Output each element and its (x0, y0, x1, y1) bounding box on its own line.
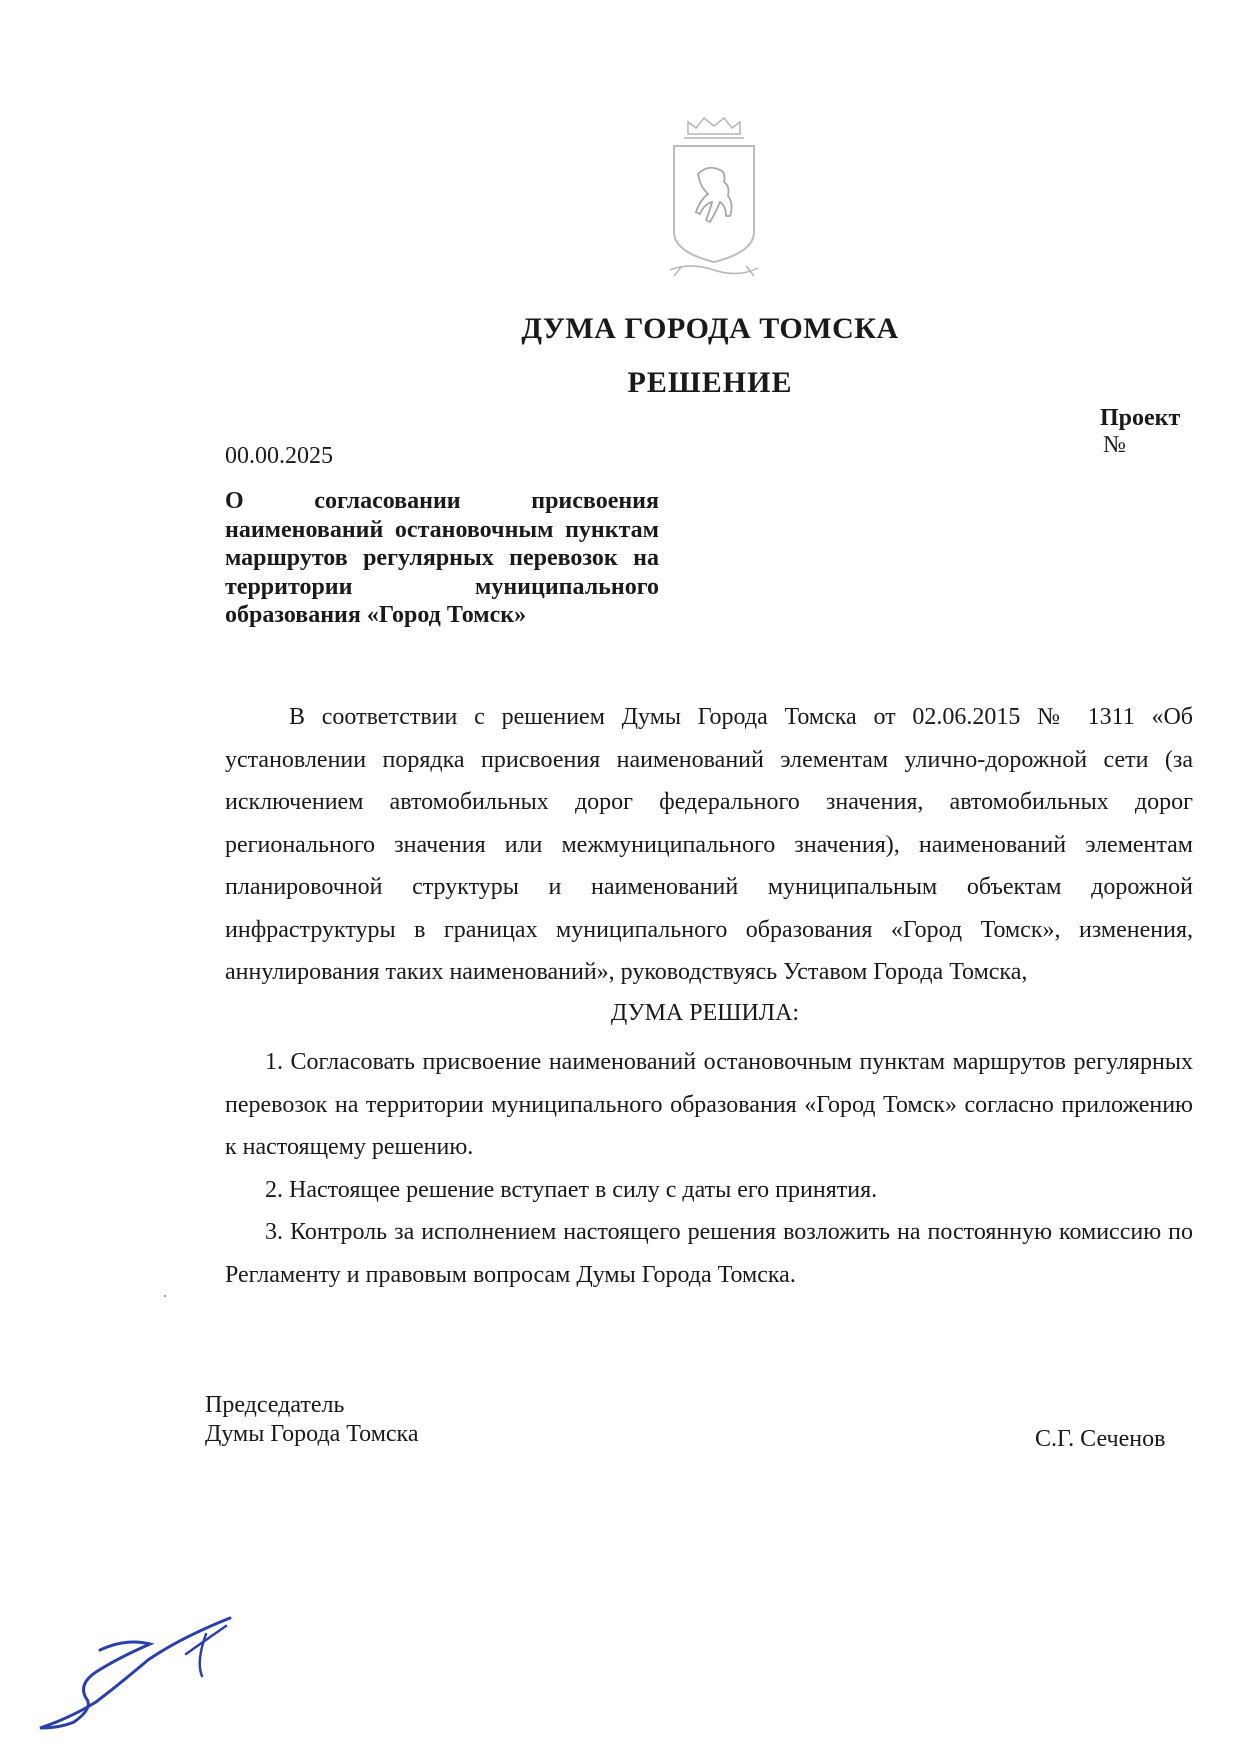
resolved-heading: ДУМА РЕШИЛА: (610, 1000, 800, 1026)
organization-title: ДУМА ГОРОДА ТОМСКА (521, 312, 899, 345)
document-type-title: РЕШЕНИЕ (627, 366, 793, 399)
decision-item-1: 1. Согласовать присвоение наименований остановочным пунктам маршрутов регулярных перевозок на территории муниципального образования «Город Томск» согласно приложению к настоящему решению. (225, 1049, 1193, 1160)
project-label: Проект (1100, 405, 1181, 431)
document-subject: О согласовании присвоения наименований остановочным пунктам маршрутов регулярных перевозок на территории муниципального образования «Город Томск» (225, 488, 659, 628)
signatory-title-line-2: Думы Города Томска (205, 1421, 419, 1447)
signatory-title-line-1: Председатель (205, 1392, 345, 1418)
signatory-title (205, 1391, 419, 1449)
coat-of-arms-icon (660, 112, 768, 282)
preamble-block (225, 696, 1193, 994)
handwritten-signature-icon (30, 1610, 240, 1730)
preamble-paragraph: В соответствии с решением Думы Города Томска от 02.06.2015 № 1311 «Об установлении порядка присвоения наименований элементам улично-дорожной сети (за исключением автомобильных дорог федерального значения, автомобильных дорог регионального значения или межмуниципального значения), наименований элементам планировочной структуры и наименований муниципальным объектам дорожной инфраструктуры в границах муниципального образования «Город Томск», изменения, аннулирования таких наименований», руководствуясь Уставом Города Томска, (225, 704, 1193, 985)
signatory-name: С.Г. Сеченов (1035, 1426, 1166, 1452)
document-date: 00.00.2025 (225, 443, 333, 469)
scan-speck (164, 1295, 166, 1297)
decision-item-2: 2. Настоящее решение вступает в силу с даты его принятия. (265, 1176, 878, 1203)
decision-item-3: 3. Контроль за исполнением настоящего решения возложить на постоянную комиссию по Регламенту и правовым вопросам Думы Города Томска. (225, 1219, 1193, 1288)
number-label: № (1103, 432, 1126, 458)
decision-items (225, 1041, 1193, 1296)
